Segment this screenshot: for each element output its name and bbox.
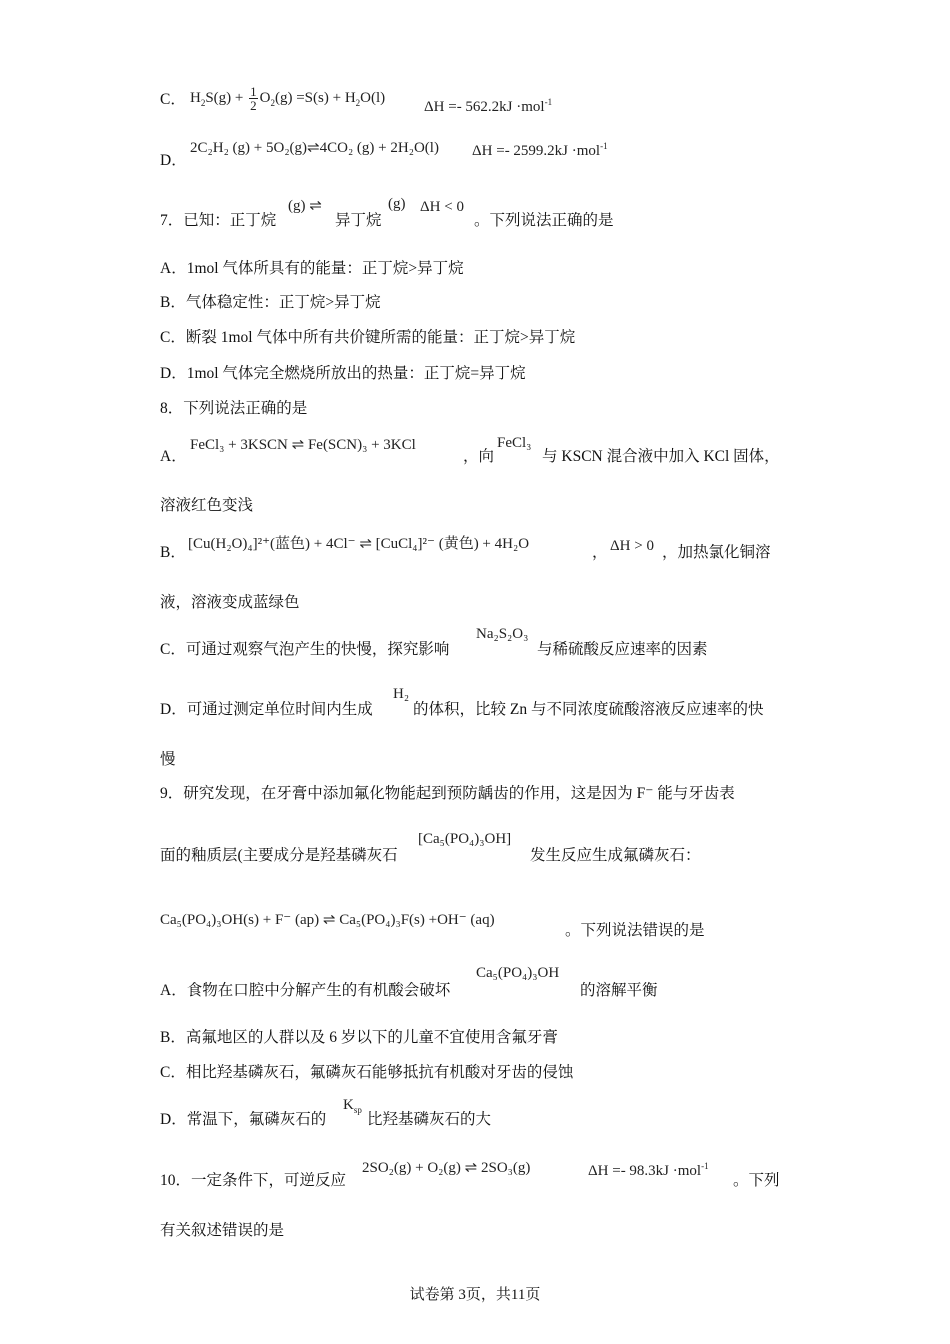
q6-option-d-formula: 2C₂H₂ (g) + 5O₂(g)⇌4CO₂ (g) + 2H₂O(l) [190, 140, 439, 156]
q9-equation: Ca₅(PO₄)₃OH(s) + F⁻ (ap) ⇌ Ca₅(PO₄)₃F(s) +OH⁻ (aq) [160, 912, 495, 928]
q6-option-d-label: D． [160, 152, 187, 169]
q10-stem-b: 。下列 [733, 1172, 780, 1189]
q10-stem-line2: 有关叙述错误的是 [160, 1222, 285, 1239]
q8-option-a-text3: 溶液红色变浅 [160, 497, 254, 514]
q8-option-a-formula: FeCl₃ + 3KSCN ⇌ Fe(SCN)₃ + 3KCl [190, 437, 416, 453]
q8-option-b-dh: ΔH > 0 [610, 538, 654, 554]
q8-option-b-text3: 液，溶液变成蓝绿色 [160, 594, 300, 611]
q8-option-b-text1: ， [592, 544, 608, 561]
q7-stem-c: 。下列说法正确的是 [474, 212, 614, 229]
q7-stem-b: 异丁烷 [335, 212, 382, 229]
q8-option-a-label: A． [160, 448, 187, 465]
q9-option-d-text2: 比羟基磷灰石的大 [367, 1111, 492, 1128]
q7-stem-g2: (g) [388, 196, 406, 212]
q8-stem: 8．下列说法正确的是 [160, 400, 308, 417]
page-footer: 试卷第 3页，共11页 [409, 1287, 541, 1303]
q9-stem-line3: 。下列说法错误的是 [565, 922, 705, 939]
q8-option-d-text1: D．可通过测定单位时间内生成 [160, 701, 373, 718]
q7-stem-dh: ΔH < 0 [420, 199, 464, 215]
q6-option-c-label: C． [160, 91, 186, 108]
q9-option-c: C．相比羟基磷灰石，氟磷灰石能够抵抗有机酸对牙齿的侵蚀 [160, 1064, 574, 1081]
q7-option-d: D．1mol 气体完全燃烧所放出的热量：正丁烷=异丁烷 [160, 365, 526, 382]
q8-option-c-text2: 与稀硫酸反应速率的因素 [537, 641, 708, 658]
q9-stem-formula: [Ca₅(PO₄)₃OH] [418, 831, 512, 847]
q9-stem-line1: 9．研究发现，在牙膏中添加氟化物能起到预防龋齿的作用，这是因为 F⁻ 能与牙齿表 [160, 785, 735, 802]
q8-option-b-text2: ，加热氯化铜溶 [662, 544, 771, 561]
q9-option-d-formula: $K_{sp}$ [343, 1097, 362, 1115]
q8-option-b-formula: [Cu(H₂O)₄]²⁺(蓝色) + 4Cl⁻ ⇌ [CuCl₄]²⁻ (黄色) + 4H₂O [188, 536, 530, 552]
q9-option-d-text1: D．常温下，氟磷灰石的 [160, 1111, 327, 1128]
q8-option-d-text2: 的体积，比较 Zn 与不同浓度硫酸溶液反应速率的快 [413, 701, 764, 718]
q9-stem-line2a: 面的釉质层(主要成分是羟基磷灰石 [160, 847, 398, 864]
q9-option-b: B．高氟地区的人群以及 6 岁以下的儿童不宜使用含氟牙膏 [160, 1029, 558, 1046]
q6-option-d-enthalpy: ΔH =- 2599.2kJ ·mol$^{-1}$ [472, 141, 608, 159]
q9-option-a-text2: 的溶解平衡 [580, 982, 658, 999]
q9-stem-line2b: 发生反应生成氟磷灰石： [530, 847, 701, 864]
q7-option-a: A．1mol 气体所具有的能量：正丁烷>异丁烷 [160, 260, 464, 277]
q8-option-d-text3: 慢 [160, 751, 176, 768]
q6-option-c-enthalpy: ΔH =- 562.2kJ ·mol$^{-1}$ [424, 97, 553, 115]
q7-stem-a: 7．已知：正丁烷 [160, 212, 277, 229]
q7-option-c: C．断裂 1mol 气体中所有共价键所需的能量：正丁烷>异丁烷 [160, 329, 576, 346]
q7-option-b: B．气体稳定性：正丁烷>异丁烷 [160, 294, 381, 311]
q8-option-b-label: B． [160, 544, 186, 561]
q9-option-a-text1: A．食物在口腔中分解产生的有机酸会破坏 [160, 982, 451, 999]
q8-option-d-formula: H₂ [393, 686, 410, 702]
q8-option-c-formula: Na₂S₂O₃ [476, 626, 529, 642]
q10-equation: 2SO₂(g) + O₂(g) ⇌ 2SO₃(g) [362, 1160, 531, 1176]
q9-option-a-formula: Ca₅(PO₄)₃OH [476, 965, 560, 981]
q8-option-a-formula2: FeCl₃ [497, 435, 532, 451]
q8-option-a-text2: 与 KSCN 混合液中加入 KCl 固体， [542, 448, 780, 465]
q10-stem-a: 10．一定条件下，可逆反应 [160, 1172, 347, 1189]
q8-option-c-text1: C．可通过观察气泡产生的快慢，探究影响 [160, 641, 450, 658]
q6-option-c-formula: $H_2S(g)$ + $\frac{1}{2}$ $O_2(g) =S(s) + H_2O(l)$ [190, 84, 386, 113]
q7-stem-g1: (g) ⇌ [288, 198, 322, 214]
q8-option-a-text1: ，向 [463, 448, 495, 465]
q10-enthalpy: ΔH =- 98.3kJ ·mol$^{-1}$ [588, 1161, 709, 1179]
